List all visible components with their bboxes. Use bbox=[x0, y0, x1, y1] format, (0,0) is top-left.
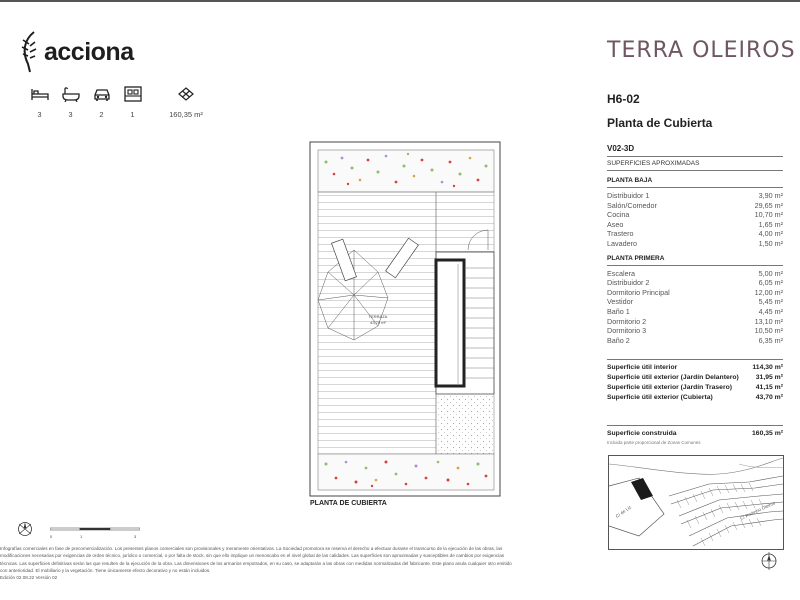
total-row bbox=[607, 373, 783, 383]
divider bbox=[607, 187, 783, 188]
north-compass-icon bbox=[16, 520, 34, 538]
feature-bathrooms bbox=[55, 86, 86, 119]
room-row bbox=[607, 278, 783, 288]
surfaces-panel bbox=[607, 92, 783, 445]
bed-icon bbox=[31, 86, 49, 102]
room-row bbox=[607, 191, 783, 201]
unit-variant: V02-3D bbox=[607, 144, 635, 153]
built-note: Incluida parte proporcional de Zonas Comunes bbox=[607, 440, 701, 446]
project-name: TERRA OLEIROS bbox=[607, 38, 796, 63]
scale-tick: 3 bbox=[134, 534, 137, 539]
disclaimer-line: modificaciones necesarias por exigencias de orden técnico, jurídico o comercial, o por falta de stock, sin que ello implique un menoscabo en el nivel global de las calidades. Las superficies son aproximadas y susceptibles de cambios por exigencias bbox=[0, 553, 505, 559]
room-area: 12,00 m² bbox=[754, 287, 783, 297]
divider bbox=[607, 170, 783, 171]
roof-floor-plan bbox=[308, 140, 508, 505]
room-name: Distribuidor 1 bbox=[607, 191, 650, 200]
room-name: Distribuidor 2 bbox=[607, 278, 650, 288]
room-name: Baño 2 bbox=[607, 335, 630, 345]
scale-tick: 0 bbox=[50, 534, 53, 539]
room-area: 29,65 m² bbox=[754, 200, 783, 210]
room-area: 10,70 m² bbox=[754, 210, 783, 220]
room-area: 1,65 m² bbox=[758, 219, 783, 229]
room-area: 10,50 m² bbox=[754, 326, 783, 336]
feature-parking bbox=[86, 86, 117, 119]
disclaimer-line: Edición 02.08.22 Versión 02 bbox=[0, 575, 58, 581]
room-name: Aseo bbox=[607, 219, 624, 229]
total-value: 43,70 m² bbox=[755, 394, 783, 402]
area-value: 160,35 m² bbox=[169, 110, 203, 119]
unit-location-marker bbox=[631, 478, 653, 500]
room-name: Dormitorio 3 bbox=[607, 326, 647, 336]
storage-value: 1 bbox=[130, 110, 135, 119]
bathrooms-value: 3 bbox=[68, 110, 73, 119]
feature-area bbox=[156, 86, 216, 119]
total-row bbox=[607, 393, 783, 403]
scale-bar bbox=[50, 524, 140, 540]
built-surface bbox=[607, 425, 783, 445]
room-area: 4,00 m² bbox=[758, 229, 783, 239]
total-label: Superficie útil interior bbox=[607, 364, 678, 372]
room-row bbox=[607, 307, 783, 317]
acciona-logo bbox=[20, 30, 134, 74]
location-map-drawing bbox=[609, 456, 783, 549]
north-compass-icon bbox=[760, 552, 778, 570]
room-area: 5,45 m² bbox=[758, 297, 783, 307]
room-name: Cocina bbox=[607, 210, 630, 220]
room-row bbox=[607, 220, 783, 230]
scale-tick: 1 bbox=[80, 534, 83, 539]
room-name: Vestidor bbox=[607, 297, 633, 307]
room-area: 1,50 m² bbox=[758, 238, 783, 248]
room-row bbox=[607, 317, 783, 327]
divider bbox=[607, 359, 783, 360]
bathtub-icon bbox=[62, 86, 80, 102]
total-label: Superficie útil exterior (Jardín Delantero) bbox=[607, 374, 739, 382]
leaf-logo-icon bbox=[20, 30, 42, 74]
terrace-label: TERRAZA bbox=[368, 314, 388, 319]
room-area: 6,05 m² bbox=[758, 278, 783, 288]
total-row bbox=[607, 363, 783, 373]
built-row bbox=[607, 429, 783, 439]
room-row bbox=[607, 336, 783, 346]
first-floor-rooms bbox=[607, 269, 783, 346]
room-name: Lavadero bbox=[607, 238, 637, 248]
bedrooms-value: 3 bbox=[37, 110, 42, 119]
total-label: Superficie útil exterior (Cubierta) bbox=[607, 394, 713, 402]
street-label: C/ de Liz bbox=[614, 504, 633, 519]
first-floor-title: PLANTA PRIMERA bbox=[607, 254, 665, 262]
room-area: 6,35 m² bbox=[758, 335, 783, 345]
plan-title: Planta de Cubierta bbox=[607, 116, 713, 130]
street-label: C/ Portinho Oleiros bbox=[739, 500, 776, 521]
room-row bbox=[607, 239, 783, 249]
storage-icon bbox=[124, 86, 142, 102]
terrace-area: 43,70 m² bbox=[370, 320, 386, 325]
room-name: Salón/Comedor bbox=[607, 200, 657, 210]
logo-text: acciona bbox=[44, 37, 134, 66]
surfaces-title: SUPERFICIES APROXIMADAS bbox=[607, 160, 700, 167]
total-value: 31,95 m² bbox=[755, 374, 783, 382]
built-label: Superficie construida bbox=[607, 430, 677, 438]
room-area: 5,00 m² bbox=[758, 268, 783, 278]
feature-bedrooms bbox=[24, 86, 55, 119]
room-area: 3,90 m² bbox=[758, 191, 783, 200]
room-row bbox=[607, 297, 783, 307]
disclaimer-line: Infografías comerciales en fase de precomercialización. Los presentes planos comerciales son provisionales y meramente orientativos. La Sociedad promotora se reserva el derecho a efectuar durante el transcurso de la ejecución de las obras, las bbox=[0, 546, 503, 551]
room-name: Baño 1 bbox=[607, 306, 630, 316]
area-icon bbox=[177, 86, 195, 102]
room-name: Escalera bbox=[607, 268, 635, 278]
room-name: Trastero bbox=[607, 229, 634, 239]
room-row bbox=[607, 269, 783, 279]
total-label: Superficie útil exterior (Jardín Trasero) bbox=[607, 384, 733, 392]
room-row bbox=[607, 326, 783, 336]
features-row bbox=[24, 86, 216, 119]
room-row bbox=[607, 288, 783, 298]
top-border-line bbox=[0, 0, 800, 2]
location-map bbox=[608, 455, 784, 550]
total-value: 41,15 m² bbox=[755, 384, 783, 392]
divider bbox=[607, 156, 783, 157]
room-area: 13,10 m² bbox=[754, 316, 783, 326]
room-row bbox=[607, 210, 783, 220]
total-row bbox=[607, 383, 783, 393]
disclaimer-line: técnicas. Las superficies definitivas serán las que resulten de la ejecución de la obra. Las dimensiones de los armarios empotrados, en su caso, se adaptarán a las obras con medidas normalizadas del fabricante. Este plano anula cualquier otro emitido bbox=[0, 560, 512, 566]
divider bbox=[607, 425, 783, 426]
room-row bbox=[607, 229, 783, 239]
ground-floor-title: PLANTA BAJA bbox=[607, 177, 653, 184]
divider bbox=[607, 265, 783, 266]
feature-storage bbox=[117, 86, 148, 119]
room-area: 4,45 m² bbox=[758, 306, 783, 316]
room-name: Dormitorio Principal bbox=[607, 287, 670, 297]
plan-caption: PLANTA DE CUBIERTA bbox=[310, 500, 387, 507]
unit-code: H6-02 bbox=[607, 92, 640, 106]
ground-floor-rooms bbox=[607, 191, 783, 249]
room-row bbox=[607, 201, 783, 211]
built-value: 160,35 m² bbox=[752, 430, 783, 438]
room-name: Dormitorio 2 bbox=[607, 316, 647, 326]
surface-totals bbox=[607, 359, 783, 403]
legal-disclaimer bbox=[0, 545, 545, 581]
car-icon bbox=[93, 86, 111, 102]
disclaimer-line: con anterioridad. El mobiliario y la vegetación. Tiene únicamente efecto decorativo y no están incluidos. bbox=[0, 567, 211, 573]
parking-value: 2 bbox=[99, 110, 104, 119]
total-value: 114,30 m² bbox=[752, 364, 783, 372]
